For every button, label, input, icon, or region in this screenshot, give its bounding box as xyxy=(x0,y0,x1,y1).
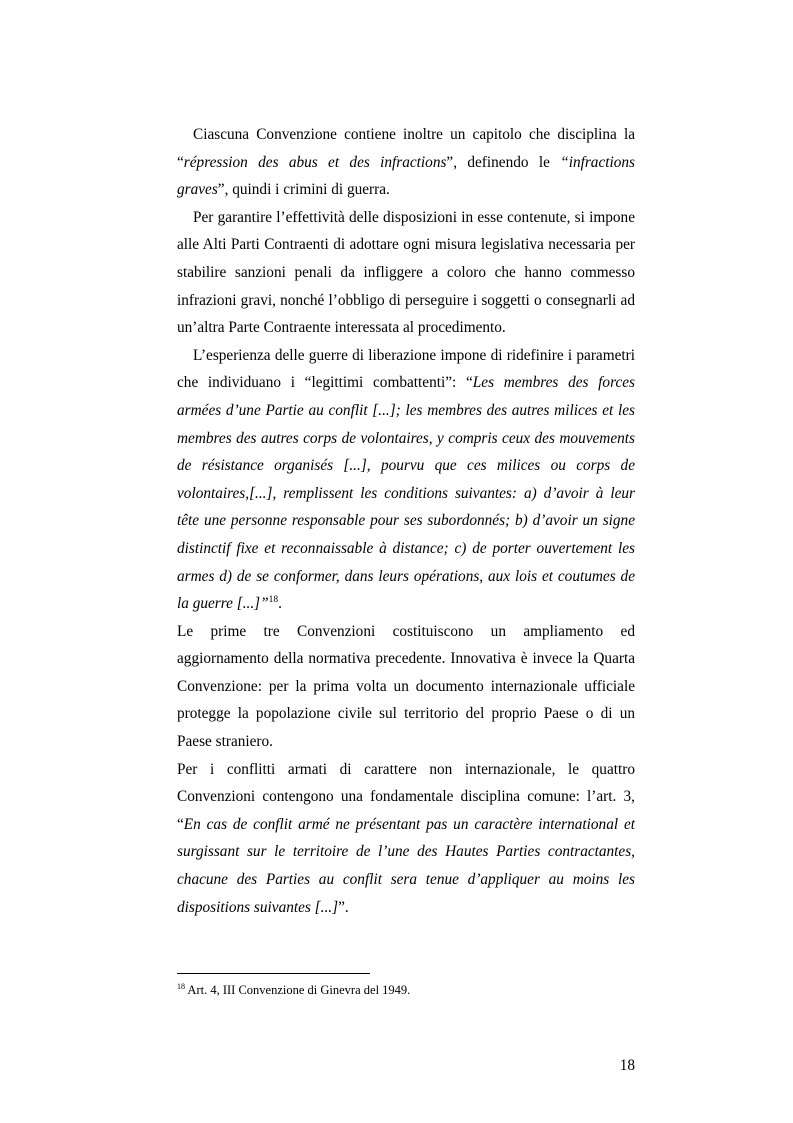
paragraph-1-term: “infractions graves xyxy=(177,153,635,199)
paragraph-5-text-b: : l’art. 3, “ xyxy=(177,788,635,833)
paragraph-1-text-e: ”, quindi i crimini di guerra. xyxy=(217,181,390,199)
footnote-separator xyxy=(177,973,370,974)
footnote xyxy=(177,982,635,998)
paragraph-4: Le prime tre Convenzioni costituiscono un ampliamento ed aggiornamento della normativa precedente. Innovativa è invece la Quarta Convenzione: per la prima volta un documento internazionale ufficiale protegge la popolazione civile sul territorio del proprio Paese o di un Paese straniero. xyxy=(177,622,635,751)
paragraph-3-quote: Les membres des forces armées d’une Partie au conflit [...]; les membres des autres milices et les membres des autres corps de volontaires, y compris ceux des mouvements de résistance organisés [...], pourvu que ces milices ou corps de volontaires,[...], remplissent les conditions suivantes: a) d’avoir à leur tête une personne responsable pour ses subordonnés; b) d’avoir un signe distinctif fixe et reconnaissable à distance; c) de porter ouvertement les armes d) de se conformer, dans leurs opérations, aux lois et coutumes de la guerre [...]” xyxy=(177,374,636,613)
paragraph-1 xyxy=(177,121,635,204)
paragraph-3-text-c: . xyxy=(278,595,282,613)
paragraph-1-quote: répression des abus et des infractions xyxy=(183,153,447,171)
footnote-number: 18 xyxy=(177,981,185,991)
main-text xyxy=(177,121,635,921)
paragraph-5-text-d: ”. xyxy=(338,898,349,916)
paragraph-3-text-a: L’esperienza delle guerre di liberazione impone di ridefinire i parametri che individuano i “legittimi combattenti”: “ xyxy=(177,346,635,392)
paragraph-5-text-a: Per i conflitti armati di carattere non internazionale, le quattro Convenzioni contengono una fondamentale disciplina comune xyxy=(177,760,635,806)
paragraph-2: Per garantire l’effettività delle disposizioni in esse contenute, si impone alle Alti Parti Contraenti di adottare ogni misura legislativa necessaria per stabilire sanzioni penali da infliggere a coloro che hanno commesso infrazioni gravi, nonché l’obbligo di perseguire i soggetti o consegnarli ad un’altra Parte Contraente interessata al procedimento. xyxy=(177,208,635,337)
paragraph-3 xyxy=(177,342,635,618)
footnote-reference[interactable]: 18 xyxy=(268,595,279,605)
paragraph-1-text-c: ”, definendo le xyxy=(446,153,561,171)
footnote-text: Art. 4, III Convenzione di Ginevra del 1949. xyxy=(185,983,411,997)
paragraph-5-quote: En cas de conflit armé ne présentant pas un caractère international et surgissant sur le territoire de l’une des Hautes Parties contractantes, chacune des Parties au conflit sera tenue d’appliquer au moins les dispositions suivantes [...] xyxy=(177,815,635,916)
paragraph-1-text-a: Ciascuna Convenzione contiene inoltre un capitolo che disciplina la “ xyxy=(177,126,635,171)
page-number: 18 xyxy=(619,1057,635,1074)
paragraph-5 xyxy=(177,756,635,922)
